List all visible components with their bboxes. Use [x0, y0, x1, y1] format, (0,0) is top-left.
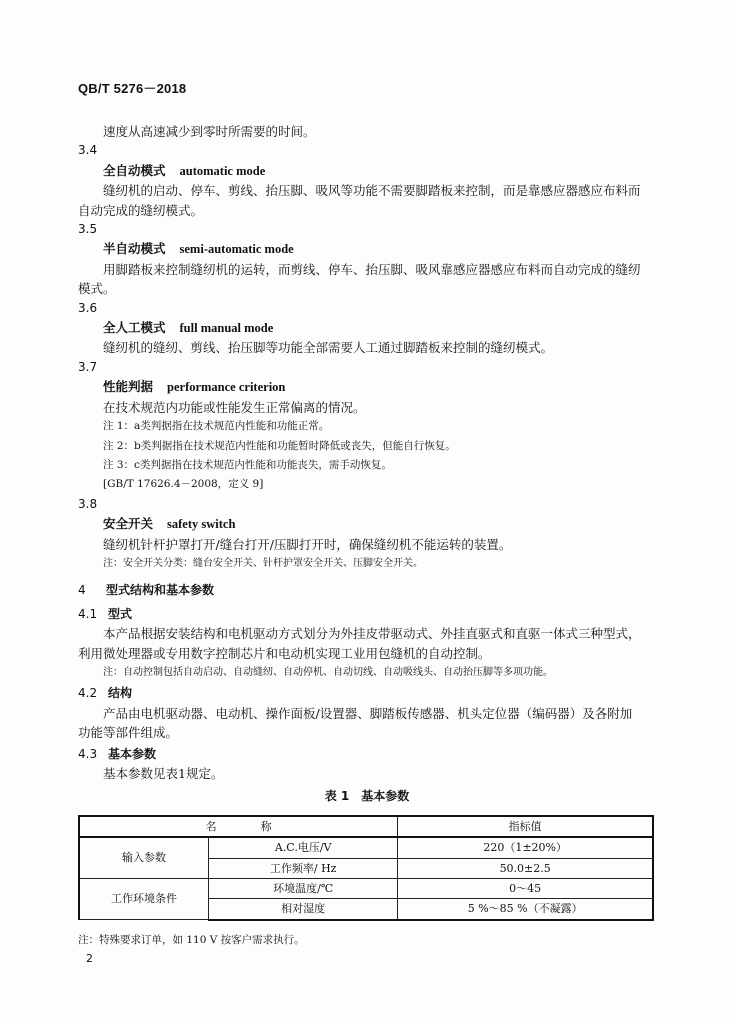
group-cell-environment: 工作环境条件: [79, 879, 209, 920]
note-3-7-1: 注 1：a类判据指在技术规范内性能和功能正常。: [103, 420, 330, 433]
section-number: 4: [78, 583, 86, 598]
definition-3-5-line2: 模式。: [78, 281, 116, 297]
group-cell-input: 输入参数: [79, 837, 209, 878]
term-3-7: [78, 377, 656, 397]
clause-4-1-line1: 本产品根据安装结构和电机驱动方式划分为外挂皮带驱动式、外挂直驱式和直驱一体式三种型式，: [103, 626, 641, 642]
definition-3-6-line1: 缝纫机的缝纫、剪线、抬压脚等功能全部需要人工通过脚踏板来控制的缝纫模式。: [103, 340, 554, 356]
definition-3-8-line1: 缝纫机针杆护罩打开/缝台打开/压脚打开时，确保缝纫机不能运转的装置。: [103, 536, 512, 552]
term-en: safety switch: [167, 517, 236, 532]
clause-number-3-4: 3.4: [78, 143, 98, 158]
param-cell: 环境温度/℃: [209, 879, 398, 899]
definition-3-5-line1: 用脚踏板来控制缝纫机的运转，而剪线、停车、抬压脚、吸风靠感应器感应布料而自动完成的缝纫: [103, 261, 641, 277]
param-cell: 工作频率/ Hz: [209, 858, 398, 878]
param-cell: A.C.电压/V: [209, 837, 398, 858]
value-cell: 0～45: [398, 879, 653, 899]
table-row: [79, 879, 653, 899]
term-3-6: [78, 318, 656, 338]
term-en: automatic mode: [179, 163, 266, 178]
clause-number: 4.3: [78, 746, 98, 761]
term-en: semi-automatic mode: [179, 242, 294, 257]
clause-4-1-heading: [78, 605, 656, 624]
clause-number: 4.2: [78, 686, 98, 701]
table-1-caption: 表 1 基本参数: [324, 789, 410, 804]
clause-number: 4.1: [78, 606, 98, 621]
column-header-name: 名 称: [79, 816, 398, 837]
clause-number-3-5: 3.5: [78, 222, 98, 237]
note-4-1: 注：自动控制包括自动启动、自动缝纫、自动停机、自动切线、自动吸线头、自动抬压脚等多项功能。: [103, 666, 553, 678]
term-zh: 全人工模式: [103, 320, 166, 336]
term-zh: 全自动模式: [103, 162, 166, 178]
param-cell: 相对湿度: [209, 899, 398, 920]
note-3-7-2: 注 2：b类判据指在技术规范内性能和功能暂时降低或丧失，但能自行恢复。: [103, 439, 456, 452]
clause-4-2-line2: 功能等部件组成。: [78, 725, 179, 741]
clause-4-2-line1: 产品由电机驱动器、电动机、操作面板/设置器、脚踏板传感器、机头定位器（编码器）及各附加: [103, 705, 633, 721]
clause-title: 型式: [108, 606, 133, 621]
definition-3-4-line1: 缝纫机的启动、停车、剪线、抬压脚、吸风等功能不需要脚踏板来控制，而是靠感应器感应布料而: [103, 183, 641, 199]
term-en: full manual mode: [179, 321, 274, 336]
definition-3-7-line1: 在技术规范内功能或性能发生正常偏离的情况。: [103, 399, 366, 415]
clause-number-3-6: 3.6: [78, 300, 98, 315]
clause-number-3-8: 3.8: [78, 496, 98, 511]
section-title: 型式结构和基本参数: [106, 583, 215, 598]
term-en: performance criterion: [167, 380, 286, 395]
clause-title: 基本参数: [108, 746, 157, 761]
table-header-row: [79, 816, 653, 837]
table-row: [79, 837, 653, 858]
clause-4-3-line1: 基本参数见表1规定。: [103, 766, 224, 781]
clause-3-3-continuation: 速度从高速减少到零时所需要的时间。: [103, 124, 316, 139]
clause-4-1-line2: 利用微处理器或专用数字控制芯片和电动机实现工业用包缝机的自动控制。: [78, 645, 491, 661]
clause-title: 结构: [108, 686, 133, 701]
value-cell: 220（1±20%）: [398, 837, 653, 858]
standard-number-header: QB/T 5276－2018: [78, 81, 187, 96]
basic-parameters-table: [78, 815, 654, 921]
value-cell: 5 %～85 %（不凝露）: [398, 899, 653, 920]
column-header-value: 指标值: [398, 816, 653, 837]
clause-number-3-7: 3.7: [78, 359, 98, 374]
term-3-5: [78, 239, 656, 259]
source-reference-3-7: [GB/T 17626.4－2008，定义 9]: [103, 478, 264, 491]
term-zh: 半自动模式: [103, 241, 166, 257]
note-3-8: 注：安全开关分类：缝台安全开关、针杆护罩安全开关、压脚安全开关。: [103, 557, 423, 569]
section-4-heading: [78, 581, 656, 600]
term-3-8: [78, 514, 656, 534]
page-number: 2: [86, 952, 93, 965]
term-3-4: [78, 161, 656, 181]
value-cell: 50.0±2.5: [398, 858, 653, 878]
clause-4-3-heading: [78, 745, 656, 764]
term-zh: 性能判据: [103, 379, 154, 395]
definition-3-4-line2: 自动完成的缝纫模式。: [78, 202, 204, 218]
clause-4-2-heading: [78, 684, 656, 703]
note-3-7-3: 注 3：c类判据指在技术规范内性能和功能丧失，需手动恢复。: [103, 458, 392, 471]
term-zh: 安全开关: [103, 516, 154, 532]
document-body: [78, 122, 656, 950]
table-1-note: 注：特殊要求订单，如 110 V 按客户需求执行。: [78, 933, 305, 946]
